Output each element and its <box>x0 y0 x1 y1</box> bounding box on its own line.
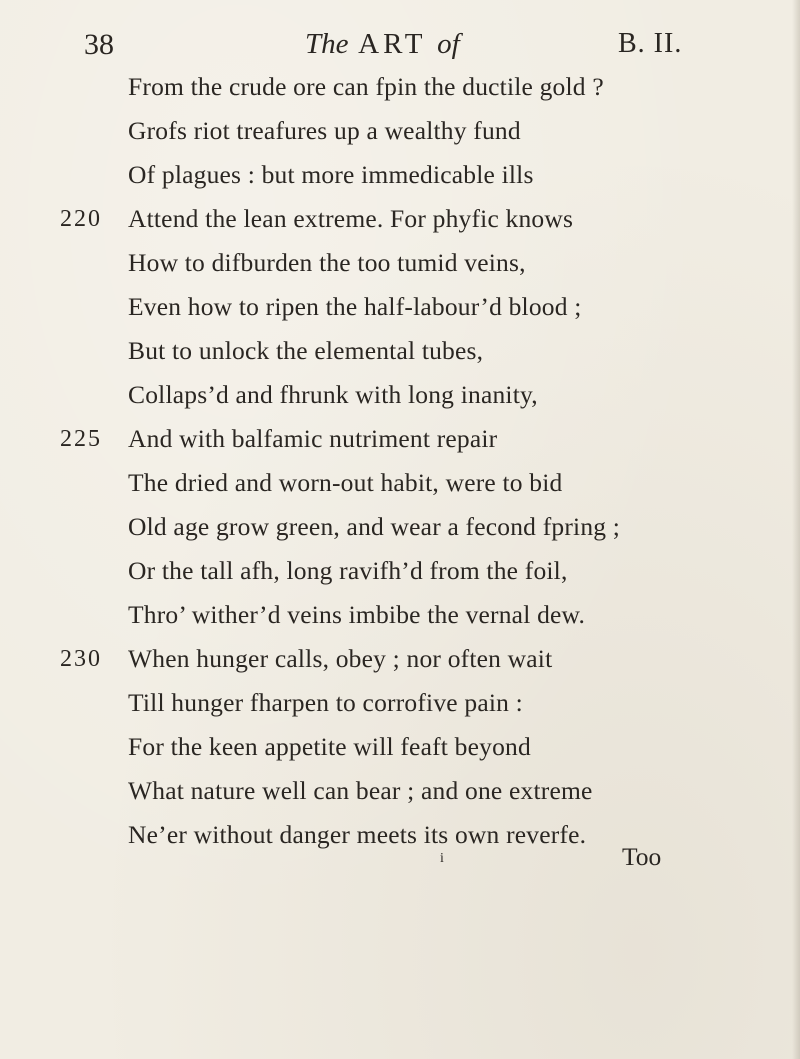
line-number: 225 <box>60 426 102 452</box>
running-title-of: of <box>437 28 460 60</box>
page-edge-shadow <box>792 0 800 1059</box>
running-title-the: The <box>305 28 349 60</box>
verse-line: Grofs riot treafures up a wealthy fund <box>128 116 521 145</box>
verse-line: Old age grow green, and wear a fecond fpring ; <box>128 512 621 541</box>
running-title <box>305 28 460 61</box>
line-number: 230 <box>60 646 102 672</box>
verse-line: The dried and worn-out habit, were to bid <box>128 468 563 497</box>
page-number: 38 <box>84 28 114 61</box>
verse-line: When hunger calls, obey ; nor often wait <box>128 644 553 673</box>
verse-line: Collaps’d and fhrunk with long inanity, <box>128 380 538 409</box>
verse-line: Thro’ wither’d veins imbibe the vernal dew. <box>128 600 586 629</box>
verse-line: Attend the lean extreme. For phyfic knows <box>128 204 574 233</box>
running-header <box>0 28 800 68</box>
verse-line: How to difburden the too tumid veins, <box>128 248 526 277</box>
verse-line: Even how to ripen the half-labour’d blood ; <box>128 292 582 321</box>
running-title-art: ART <box>358 28 426 60</box>
book-number: B. II. <box>618 28 683 59</box>
verse-line: From the crude ore can fpin the ductile gold ? <box>128 72 604 101</box>
verse-line: For the keen appetite will feaft beyond <box>128 732 531 761</box>
verse-line: Or the tall afh, long ravifh’d from the foil, <box>128 556 568 585</box>
verse-line: Till hunger fharpen to corrofive pain : <box>128 688 523 717</box>
signature-mark: i <box>440 851 444 866</box>
verse-line: But to unlock the elemental tubes, <box>128 336 484 365</box>
verse-line: Ne’er without danger meets its own reverfe. <box>128 820 587 849</box>
verse-line: What nature well can bear ; and one extreme <box>128 776 593 805</box>
verse-line: Of plagues : but more immedicable ills <box>128 160 534 189</box>
line-number: 220 <box>60 206 102 232</box>
verse-line: And with balfamic nutriment repair <box>128 424 498 453</box>
catchword: Too <box>622 842 662 871</box>
